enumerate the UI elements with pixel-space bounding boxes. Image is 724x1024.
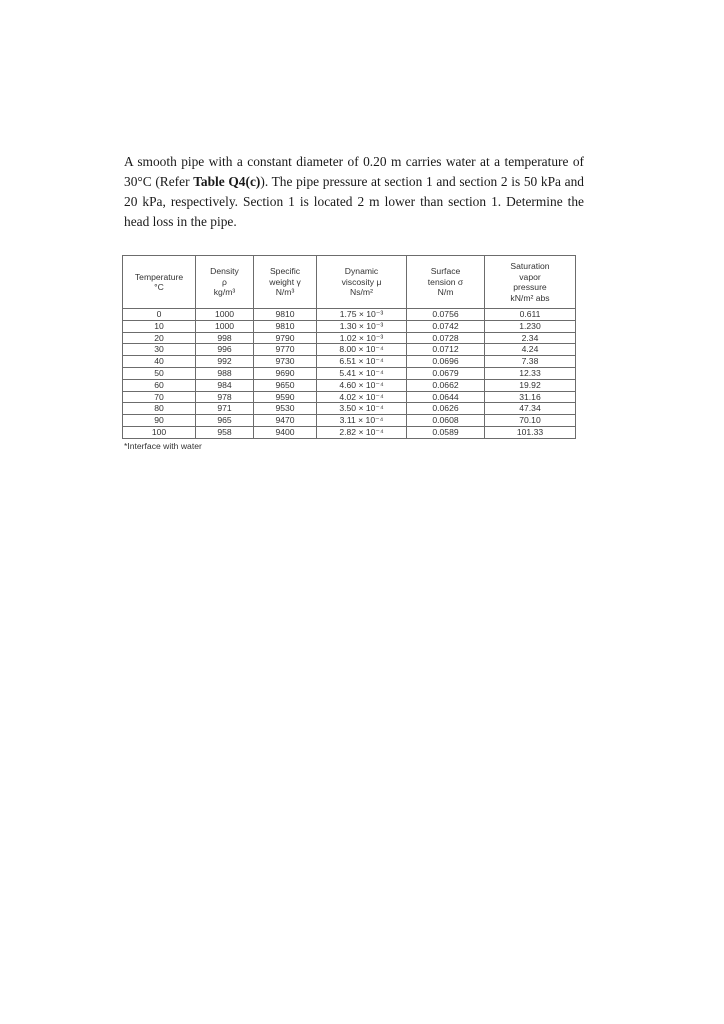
table-header-row <box>123 256 576 309</box>
header-line: vapor <box>519 271 541 282</box>
cell-specific-weight: 9470 <box>254 415 317 427</box>
cell-dynamic-viscosity: 1.30 × 10⁻³ <box>317 320 407 332</box>
question-prefix: A smooth pipe with a constant diameter of 0.20 m carries water at a temperature of 30°C (Refer <box>124 154 584 189</box>
property-table-container <box>122 255 576 451</box>
header-density <box>196 256 254 309</box>
header-line: weight γ <box>269 276 301 287</box>
header-line: Surface <box>430 266 461 277</box>
cell-density: 971 <box>196 403 254 415</box>
header-line: Dynamic <box>344 266 379 277</box>
cell-vapor-pressure: 1.230 <box>485 320 576 332</box>
header-surface-tension <box>407 256 485 309</box>
header-line: kg/m³ <box>213 287 236 298</box>
cell-density: 978 <box>196 391 254 403</box>
question-suffix: ). The pipe pressure at section 1 and section 2 is 50 kPa and 20 kPa, respectively. Section 1 is located 2 m lower than section 1. Determine the head loss in the pipe. <box>124 174 584 229</box>
cell-vapor-pressure: 31.16 <box>485 391 576 403</box>
cell-surface-tension: 0.0712 <box>407 344 485 356</box>
cell-specific-weight: 9730 <box>254 356 317 368</box>
cell-dynamic-viscosity: 3.11 × 10⁻⁴ <box>317 415 407 427</box>
cell-dynamic-viscosity: 6.51 × 10⁻⁴ <box>317 356 407 368</box>
table-row <box>123 332 576 344</box>
header-line: °C <box>154 282 164 292</box>
header-line: Density <box>210 266 239 277</box>
cell-vapor-pressure: 47.34 <box>485 403 576 415</box>
cell-vapor-pressure: 101.33 <box>485 426 576 438</box>
header-saturation-vapor-pressure <box>485 256 576 309</box>
cell-dynamic-viscosity: 5.41 × 10⁻⁴ <box>317 367 407 379</box>
cell-vapor-pressure: 4.24 <box>485 344 576 356</box>
cell-temperature: 90 <box>123 415 196 427</box>
cell-specific-weight: 9400 <box>254 426 317 438</box>
cell-dynamic-viscosity: 4.02 × 10⁻⁴ <box>317 391 407 403</box>
cell-surface-tension: 0.0589 <box>407 426 485 438</box>
table-row <box>123 391 576 403</box>
header-temperature <box>123 256 196 309</box>
table-row <box>123 415 576 427</box>
question-text <box>124 152 584 232</box>
cell-temperature: 50 <box>123 367 196 379</box>
cell-specific-weight: 9810 <box>254 320 317 332</box>
cell-specific-weight: 9790 <box>254 332 317 344</box>
cell-specific-weight: 9590 <box>254 391 317 403</box>
table-row <box>123 367 576 379</box>
cell-dynamic-viscosity: 4.60 × 10⁻⁴ <box>317 379 407 391</box>
table-footnote: *Interface with water <box>124 440 202 451</box>
table-reference: Table Q4(c) <box>193 174 261 189</box>
cell-density: 965 <box>196 415 254 427</box>
cell-density: 988 <box>196 367 254 379</box>
header-specific-weight <box>254 256 317 309</box>
header-line: Specific <box>269 266 301 277</box>
cell-temperature: 80 <box>123 403 196 415</box>
cell-surface-tension: 0.0608 <box>407 415 485 427</box>
table-body <box>123 309 576 439</box>
cell-density: 992 <box>196 356 254 368</box>
header-line: Ns/m² <box>350 287 373 298</box>
table-row <box>123 309 576 321</box>
cell-dynamic-viscosity: 8.00 × 10⁻⁴ <box>317 344 407 356</box>
header-line: viscosity μ <box>341 276 382 287</box>
table-row <box>123 344 576 356</box>
cell-temperature: 40 <box>123 356 196 368</box>
header-line: ρ <box>222 276 227 287</box>
cell-dynamic-viscosity: 1.75 × 10⁻³ <box>317 309 407 321</box>
cell-vapor-pressure: 70.10 <box>485 415 576 427</box>
header-line: N/m³ <box>275 287 295 298</box>
cell-surface-tension: 0.0756 <box>407 309 485 321</box>
cell-density: 996 <box>196 344 254 356</box>
cell-density: 998 <box>196 332 254 344</box>
cell-surface-tension: 0.0728 <box>407 332 485 344</box>
cell-specific-weight: 9530 <box>254 403 317 415</box>
header-line: Saturation <box>510 261 550 271</box>
table-row <box>123 403 576 415</box>
table-row <box>123 356 576 368</box>
cell-vapor-pressure: 7.38 <box>485 356 576 368</box>
cell-dynamic-viscosity: 3.50 × 10⁻⁴ <box>317 403 407 415</box>
header-line: pressure <box>513 282 547 292</box>
cell-surface-tension: 0.0626 <box>407 403 485 415</box>
cell-temperature: 0 <box>123 309 196 321</box>
cell-vapor-pressure: 0.611 <box>485 309 576 321</box>
cell-surface-tension: 0.0679 <box>407 367 485 379</box>
header-line: Temperature <box>134 271 184 282</box>
cell-specific-weight: 9810 <box>254 309 317 321</box>
cell-density: 958 <box>196 426 254 438</box>
water-properties-table <box>122 255 576 439</box>
cell-vapor-pressure: 12.33 <box>485 367 576 379</box>
cell-density: 984 <box>196 379 254 391</box>
cell-temperature: 10 <box>123 320 196 332</box>
cell-surface-tension: 0.0696 <box>407 356 485 368</box>
cell-surface-tension: 0.0662 <box>407 379 485 391</box>
cell-temperature: 30 <box>123 344 196 356</box>
cell-surface-tension: 0.0644 <box>407 391 485 403</box>
cell-specific-weight: 9650 <box>254 379 317 391</box>
cell-surface-tension: 0.0742 <box>407 320 485 332</box>
cell-density: 1000 <box>196 320 254 332</box>
header-line: kN/m² abs <box>510 292 550 303</box>
cell-specific-weight: 9770 <box>254 344 317 356</box>
table-row <box>123 320 576 332</box>
header-dynamic-viscosity <box>317 256 407 309</box>
header-line: tension σ <box>427 276 464 287</box>
table-row <box>123 426 576 438</box>
cell-temperature: 100 <box>123 426 196 438</box>
cell-vapor-pressure: 2.34 <box>485 332 576 344</box>
header-line: N/m <box>437 287 454 298</box>
table-row <box>123 379 576 391</box>
cell-vapor-pressure: 19.92 <box>485 379 576 391</box>
cell-density: 1000 <box>196 309 254 321</box>
cell-dynamic-viscosity: 2.82 × 10⁻⁴ <box>317 426 407 438</box>
cell-temperature: 20 <box>123 332 196 344</box>
cell-specific-weight: 9690 <box>254 367 317 379</box>
cell-temperature: 60 <box>123 379 196 391</box>
cell-dynamic-viscosity: 1.02 × 10⁻³ <box>317 332 407 344</box>
cell-temperature: 70 <box>123 391 196 403</box>
